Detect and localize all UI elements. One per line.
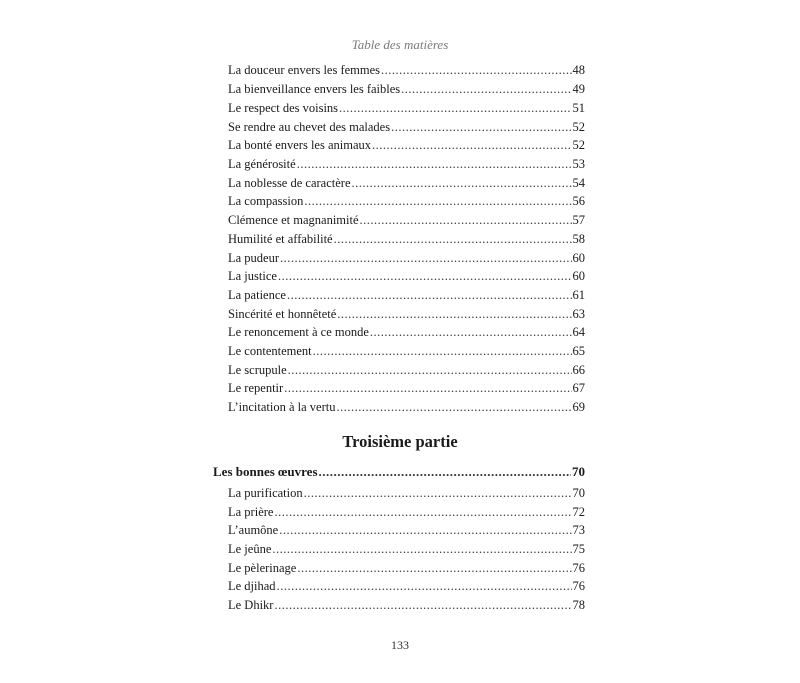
toc-entry-title: Le repentir <box>228 381 284 395</box>
toc-entry[interactable] <box>228 380 585 396</box>
dot-leader <box>337 306 571 322</box>
toc-entry[interactable] <box>228 522 585 538</box>
toc-entry-page: 60 <box>572 269 585 283</box>
dot-leader <box>304 193 571 209</box>
toc-entry[interactable] <box>228 578 585 594</box>
toc-entry-page: 54 <box>572 176 585 190</box>
toc-entry[interactable] <box>228 343 585 359</box>
toc-entry-title: Le jeûne <box>228 542 272 556</box>
dot-leader <box>352 175 572 191</box>
toc-entry[interactable] <box>228 324 585 340</box>
dot-leader <box>272 541 571 557</box>
toc-entry-page: 63 <box>572 307 585 321</box>
dot-leader <box>370 324 572 340</box>
dot-leader <box>319 464 571 480</box>
toc-entry-title: Le scrupule <box>228 363 287 377</box>
toc-entry-page: 56 <box>572 194 585 208</box>
toc-entry[interactable] <box>228 541 585 557</box>
toc-entry-page: 70 <box>572 486 585 500</box>
dot-leader <box>372 137 571 153</box>
dot-leader <box>401 81 571 97</box>
toc-entry-page: 67 <box>572 381 585 395</box>
dot-leader <box>337 399 572 415</box>
toc-entry-page: 73 <box>572 523 585 537</box>
toc-entry-page: 64 <box>572 325 585 339</box>
dot-leader <box>280 250 571 266</box>
toc-entry-page: 60 <box>572 251 585 265</box>
toc-entry-title: Le djihad <box>228 579 276 593</box>
dot-leader <box>284 380 571 396</box>
dot-leader <box>287 287 572 303</box>
toc-entry[interactable] <box>228 504 585 520</box>
toc-entry[interactable] <box>228 560 585 576</box>
toc-entry-title: La générosité <box>228 157 296 171</box>
toc-entry-page: 51 <box>572 101 585 115</box>
toc-entry-page: 57 <box>572 213 585 227</box>
toc-entry[interactable] <box>228 597 585 613</box>
toc-entry-title: La noblesse de caractère <box>228 176 351 190</box>
toc-entry-page: 75 <box>572 542 585 556</box>
toc-entry-page: 49 <box>572 82 585 96</box>
toc-entry[interactable] <box>228 193 585 209</box>
toc-entry-title: La patience <box>228 288 286 302</box>
toc-entry-page: 53 <box>572 157 585 171</box>
toc-entry[interactable] <box>228 100 585 116</box>
dot-leader <box>381 62 571 78</box>
toc-entry[interactable] <box>228 485 585 501</box>
toc-entry-page: 70 <box>572 464 585 479</box>
toc-entry-title: La bonté envers les animaux <box>228 138 372 152</box>
toc-entry-title: La compassion <box>228 194 304 208</box>
toc-entry[interactable] <box>228 62 585 78</box>
toc-entry-page: 48 <box>572 63 585 77</box>
toc-entry-page: 72 <box>572 505 585 519</box>
toc-entry-title: La prière <box>228 505 274 519</box>
toc-entry[interactable] <box>228 212 585 228</box>
toc-entry-title: Se rendre au chevet des malades <box>228 120 391 134</box>
toc-entry-title: L’aumône <box>228 523 279 537</box>
toc-entry-page: 78 <box>572 598 585 612</box>
dot-leader <box>304 485 572 501</box>
toc-entry-title: Le Dhikr <box>228 598 274 612</box>
dot-leader <box>274 504 571 520</box>
dot-leader <box>288 362 572 378</box>
toc-entry-title: Humilité et affabilité <box>228 232 333 246</box>
toc-entry[interactable] <box>228 250 585 266</box>
toc-entry-title: Les bonnes œuvres <box>213 464 318 479</box>
toc-entry-title: Le contentement <box>228 344 312 358</box>
running-head: Table des matières <box>351 37 449 52</box>
toc-entry-title: Sincérité et honnêteté <box>228 307 337 321</box>
toc-entry-page: 66 <box>572 363 585 377</box>
toc-entry-page: 58 <box>572 232 585 246</box>
dot-leader <box>360 212 572 228</box>
toc-entry-page: 52 <box>572 120 585 134</box>
toc-entry-page: 76 <box>572 579 585 593</box>
toc-entry[interactable] <box>228 362 585 378</box>
dot-leader <box>297 156 572 172</box>
toc-entry-page: 69 <box>572 400 585 414</box>
section-heading: Troisième partie <box>342 432 458 451</box>
dot-leader <box>334 231 572 247</box>
toc-entry-title: Le renoncement à ce monde <box>228 325 369 339</box>
toc-entry[interactable] <box>228 306 585 322</box>
toc-entry-title: Clémence et magnanimité <box>228 213 359 227</box>
toc-entry-title: La purification <box>228 486 303 500</box>
dot-leader <box>391 119 571 135</box>
toc-entry-page: 65 <box>572 344 585 358</box>
toc-entry-title: La douceur envers les femmes <box>228 63 381 77</box>
toc-entry[interactable] <box>228 175 585 191</box>
toc-entry[interactable] <box>228 119 585 135</box>
dot-leader <box>279 522 571 538</box>
dot-leader <box>274 597 571 613</box>
toc-entry-page: 52 <box>572 138 585 152</box>
toc-entry[interactable] <box>228 156 585 172</box>
dot-leader <box>277 578 572 594</box>
toc-entry[interactable] <box>228 81 585 97</box>
toc-entry-page: 76 <box>572 561 585 575</box>
toc-entry[interactable] <box>228 231 585 247</box>
toc-entry-title: La bienveillance envers les faibles <box>228 82 401 96</box>
dot-leader <box>278 268 572 284</box>
dot-leader <box>313 343 572 359</box>
toc-entry[interactable] <box>228 268 585 284</box>
toc-entry[interactable] <box>228 287 585 303</box>
toc-entry-page: 61 <box>572 288 585 302</box>
toc-entry[interactable] <box>228 137 585 153</box>
toc-entry[interactable] <box>228 399 585 415</box>
toc-entry-title: Le pèlerinage <box>228 561 297 575</box>
dot-leader <box>339 100 571 116</box>
toc-main-entry[interactable] <box>213 464 585 480</box>
toc-entry-title: La pudeur <box>228 251 280 265</box>
page-number: 133 <box>391 638 409 652</box>
dot-leader <box>297 560 571 576</box>
toc-entry-title: Le respect des voisins <box>228 101 339 115</box>
toc-entry-title: La justice <box>228 269 277 283</box>
toc-entry-title: L’incitation à la vertu <box>228 400 336 414</box>
